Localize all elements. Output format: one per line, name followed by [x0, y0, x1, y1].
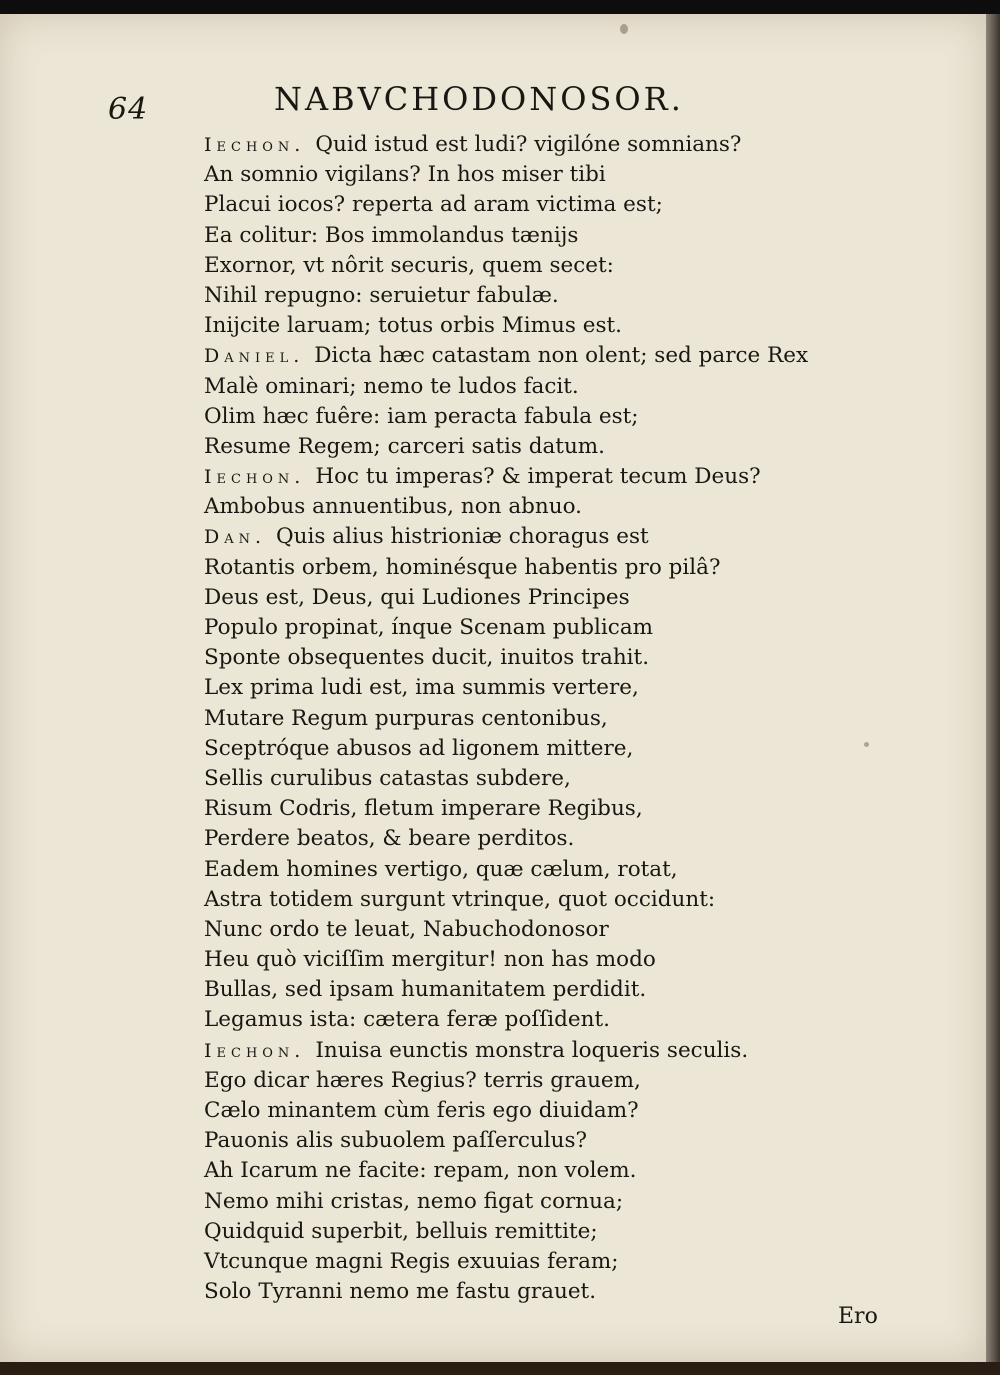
verse-text: Solo Tyranni nemo me fastu grauet. [204, 1279, 597, 1305]
verse-text: Nemo mihi cristas, nemo figat cornua; [204, 1188, 624, 1214]
verse-line [204, 432, 904, 462]
verse-line [204, 1036, 904, 1066]
verse-text: Perdere beatos, & beare perditos. [204, 826, 575, 852]
verse-text: Ego dicar hæres Regius? terris grauem, [204, 1067, 641, 1093]
verse-text: Astra totidem surgunt vtrinque, quot occidunt: [204, 886, 716, 912]
verse-line [204, 341, 904, 371]
verse-text: Nihil repugno: seruietur fabulæ. [204, 282, 559, 308]
verse-text: Sponte obsequentes ducit, inuitos trahit. [204, 645, 650, 671]
verse-line [204, 945, 904, 975]
verse-line [204, 764, 904, 794]
ink-spot [620, 24, 628, 34]
verse-text: Ah Icarum ne facite: repam, non volem. [204, 1158, 637, 1184]
verse-line [204, 885, 904, 915]
verse-line [204, 643, 904, 673]
verse-line [204, 1277, 904, 1307]
binding-edge [0, 1362, 1000, 1375]
speaker-name: Dan. [204, 526, 267, 549]
page-number: 64 [108, 92, 149, 127]
verse-text: Malè ominari; nemo te ludos facit. [204, 373, 579, 399]
catchword: Ero [838, 1304, 878, 1329]
verse-text: Eadem homines vertigo, quæ cælum, rotat, [204, 856, 678, 882]
verse-text: Lex prima ludi est, ima summis vertere, [204, 675, 639, 701]
verse-text: Heu quò viciſſim mergitur! non has modo [204, 947, 656, 973]
verse-text: Resume Regem; carceri satis datum. [204, 433, 606, 459]
verse-line [204, 915, 904, 945]
verse-text: Ea colitur: Bos immolandus tænijs [204, 222, 579, 248]
verse-line [204, 372, 904, 402]
verse-line [204, 1187, 904, 1217]
verse-text: Sellis curulibus catastas subdere, [204, 765, 571, 791]
verse-text: Cælo minantem cùm feris ego diuidam? [204, 1098, 639, 1123]
verse-text: Sceptróque abusos ad ligonem mittere, [204, 735, 634, 761]
book-page [0, 14, 986, 1362]
verse-text: Pauonis alis subuolem paſſerculus? [204, 1128, 588, 1154]
verse-line [204, 281, 904, 311]
verse-text: Quis alius histrioniæ choragus est [276, 524, 649, 550]
verse-text: Quidquid superbit, belluis remittite; [204, 1218, 598, 1244]
verse-text: Inijcite laruam; totus orbis Mimus est. [204, 313, 622, 339]
verse-text: Deus est, Deus, qui Ludiones Principes [204, 584, 630, 610]
verse-line [204, 1217, 904, 1247]
verse-text: Legamus ista: cætera feræ poſſident. [204, 1007, 610, 1033]
verse-text: Populo propinat, ínque Scenam publicam [204, 615, 654, 640]
verse-text: Nunc ordo te leuat, Nabuchodonosor [204, 916, 609, 942]
verse-text: Quid istud est ludi? vigilóne somnians? [315, 132, 742, 157]
speaker-name: Iechon. [204, 1039, 306, 1062]
verse-line [204, 190, 904, 220]
verse-line [204, 1247, 904, 1277]
verse-line [204, 402, 904, 432]
verse-line [204, 1066, 904, 1096]
verse-text: Dicta hæc catastam non olent; sed parce Rex [314, 343, 809, 369]
verse-text: Vtcunque magni Regis exuuias feram; [204, 1248, 619, 1274]
verse-line [204, 130, 904, 160]
verse-text: Inuisa eunctis monstra loqueris seculis. [315, 1037, 749, 1063]
verse-line [204, 1126, 904, 1156]
verse-line [204, 522, 904, 552]
verse-line [204, 673, 904, 703]
speaker-name: Daniel. [204, 345, 305, 368]
verse-line [204, 462, 904, 492]
verse-line [204, 221, 904, 251]
verse-line [204, 855, 904, 885]
verse-line [204, 1096, 904, 1126]
verse-line [204, 160, 904, 190]
verse-text: Placui iocos? reperta ad aram victima est; [204, 192, 663, 218]
verse-line [204, 583, 904, 613]
speaker-name: Iechon. [204, 134, 306, 156]
verse-text: An somnio vigilans? In hos miser tibi [204, 162, 606, 188]
verse-line [204, 1156, 904, 1186]
verse-line [204, 794, 904, 824]
verse-text: Bullas, sed ipsam humanitatem perdidit. [204, 977, 647, 1003]
verse-line [204, 704, 904, 734]
verse-line [204, 553, 904, 583]
running-title: NABVCHODONOSOR. [274, 80, 684, 118]
verse-line [204, 975, 904, 1005]
verse-line [204, 251, 904, 281]
verse-text: Exornor, vt nôrit securis, quem secet: [204, 252, 614, 278]
verse-line [204, 311, 904, 341]
verse-line [204, 613, 904, 643]
verse-text: Hoc tu imperas? & imperat tecum Deus? [315, 464, 761, 490]
verse-list [204, 130, 904, 1307]
verse-line [204, 1005, 904, 1035]
ink-spot [864, 742, 869, 747]
verse-text: Rotantis orbem, hominésque habentis pro pilâ? [204, 554, 721, 580]
verse-line [204, 492, 904, 522]
verse-text: Ambobus annuentibus, non abnuo. [204, 494, 583, 520]
verse-text: Olim hæc fuêre: iam peracta fabula est; [204, 403, 639, 429]
verse-line [204, 824, 904, 854]
page-edge [986, 14, 1000, 1362]
verse-text: Risum Codris, fletum imperare Regibus, [204, 796, 643, 822]
verse-line [204, 734, 904, 764]
speaker-name: Iechon. [204, 466, 306, 489]
verse-text: Mutare Regum purpuras centonibus, [204, 705, 608, 731]
